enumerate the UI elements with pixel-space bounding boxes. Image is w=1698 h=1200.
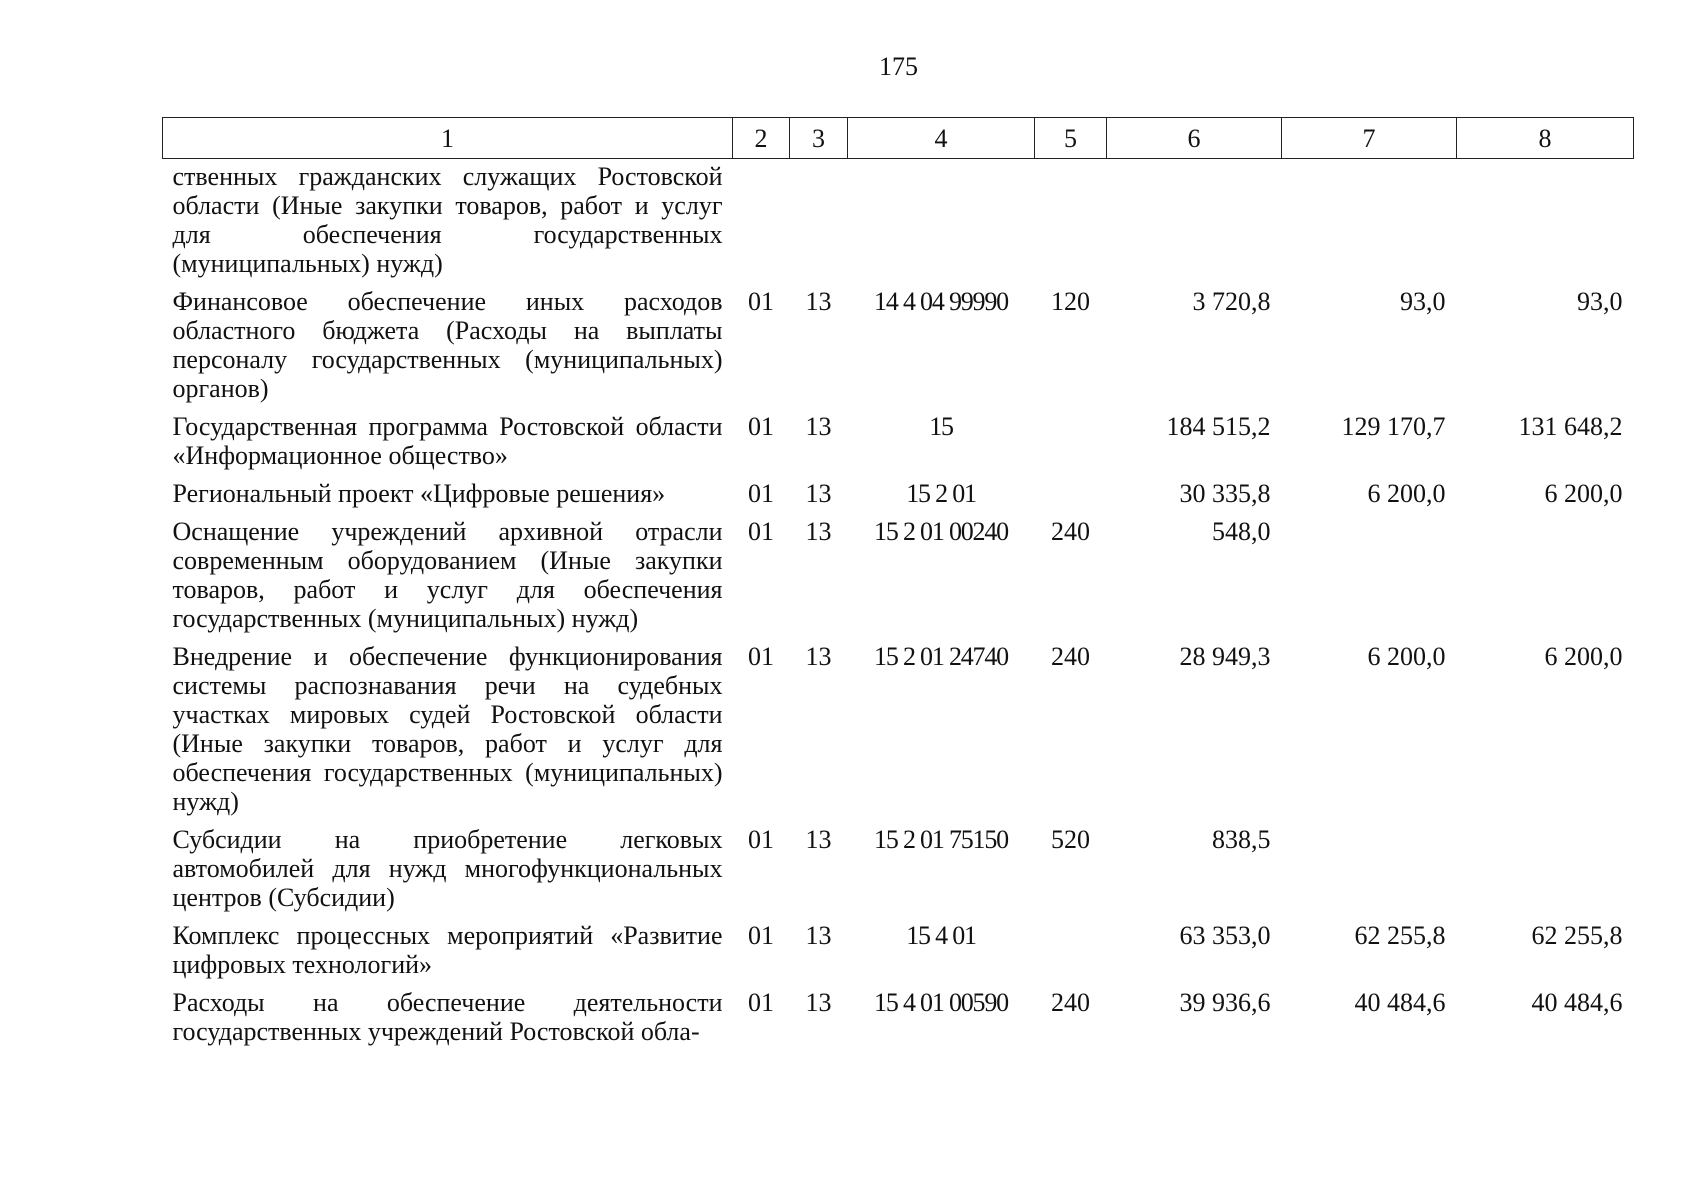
cell-description: Расходы на обеспечение деятельности государственных учреждений Ростовской обла- <box>172 988 723 1046</box>
cell-amount-col7 <box>1282 822 1457 918</box>
cell-amount-col8: 131 648,2 <box>1518 412 1623 441</box>
cell-section: 01 <box>748 287 774 316</box>
cell-target-code: 15 <box>929 412 953 441</box>
cell-amount-col7: 129 170,7 <box>1341 412 1446 441</box>
cell-target-code: 15 2 01 24740 <box>874 642 1008 671</box>
cell-target-code: 15 4 01 00590 <box>874 988 1008 1017</box>
cell-description: Финансовое обеспечение иных расходов областного бюджета (Расходы на выплаты персоналу государственных (муниципальных) органов) <box>172 287 723 403</box>
cell-subsection: 13 <box>805 287 832 316</box>
cell-target-code: 15 4 01 <box>906 921 976 950</box>
cell-description: Государственная программа Ростовской области «Информационное общество» <box>172 412 723 470</box>
cell-subsection: 13 <box>805 412 832 441</box>
cell-expense-type: 520 <box>1051 825 1090 854</box>
cell-section <box>733 159 790 285</box>
column-header-4: 4 <box>848 118 1035 159</box>
cell-expense-type <box>1035 159 1107 285</box>
table-row <box>163 822 1634 918</box>
cell-description: Региональный проект «Цифровые решения» <box>172 479 666 508</box>
table-row <box>163 918 1634 985</box>
cell-amount-col7 <box>1282 159 1457 285</box>
cell-subsection: 13 <box>805 988 832 1017</box>
cell-expense-type <box>1035 476 1107 514</box>
cell-amount-col8: 6 200,0 <box>1544 642 1623 671</box>
table-row <box>163 409 1634 476</box>
cell-subsection: 13 <box>805 921 832 950</box>
cell-target-code: 15 2 01 00240 <box>874 517 1008 546</box>
table-row <box>163 639 1634 822</box>
column-header-8: 8 <box>1457 118 1634 159</box>
cell-amount-col8: 62 255,8 <box>1531 921 1623 950</box>
cell-subsection: 13 <box>805 479 832 508</box>
cell-target-code: 14 4 04 99990 <box>874 287 1008 316</box>
table-header-row <box>163 118 1634 159</box>
column-header-6: 6 <box>1107 118 1282 159</box>
cell-expense-type <box>1035 918 1107 985</box>
cell-expense-type <box>1035 409 1107 476</box>
cell-amount-col6: 548,0 <box>1212 517 1271 546</box>
cell-section: 01 <box>748 988 774 1017</box>
cell-amount-col6: 30 335,8 <box>1179 479 1271 508</box>
cell-amount-col8: 93,0 <box>1577 287 1623 316</box>
budget-table <box>162 117 1634 1052</box>
cell-description: Внедрение и обеспечение функционирования системы распознавания речи на судебных участках мировых судей Ростовской области (Иные закупки товаров, работ и услуг для обеспечения государственных (муниципальных) нужд) <box>172 642 723 816</box>
cell-section: 01 <box>748 825 774 854</box>
cell-amount-col6: 184 515,2 <box>1166 412 1271 441</box>
cell-section: 01 <box>748 479 774 508</box>
table-row <box>163 159 1634 285</box>
column-header-1: 1 <box>163 118 733 159</box>
cell-section: 01 <box>748 921 774 950</box>
cell-subsection: 13 <box>805 642 832 671</box>
column-header-3: 3 <box>790 118 848 159</box>
table-row <box>163 985 1634 1052</box>
cell-subsection: 13 <box>805 517 832 546</box>
cell-subsection <box>790 159 848 285</box>
cell-amount-col7: 6 200,0 <box>1367 642 1446 671</box>
cell-expense-type: 120 <box>1051 287 1090 316</box>
cell-target-code: 15 2 01 <box>906 479 976 508</box>
cell-amount-col7: 6 200,0 <box>1367 479 1446 508</box>
cell-description: Комплекс процессных мероприятий «Развитие цифровых технологий» <box>172 921 723 979</box>
cell-amount-col8: 40 484,6 <box>1531 988 1623 1017</box>
table-row <box>163 476 1634 514</box>
cell-amount-col6: 63 353,0 <box>1179 921 1271 950</box>
cell-amount-col8 <box>1457 514 1634 639</box>
cell-amount-col7: 93,0 <box>1400 287 1446 316</box>
column-header-2: 2 <box>733 118 790 159</box>
cell-amount-col8: 6 200,0 <box>1544 479 1623 508</box>
column-header-7: 7 <box>1282 118 1457 159</box>
cell-amount-col6: 28 949,3 <box>1179 642 1271 671</box>
page-number: 175 <box>879 52 918 81</box>
table-row <box>163 284 1634 409</box>
cell-description: ственных гражданских служащих Ростовской области (Иные закупки товаров, работ и услуг для обеспечения государственных (муниципальных) нужд) <box>172 162 723 278</box>
table-body <box>163 159 1634 1053</box>
column-header-5: 5 <box>1035 118 1107 159</box>
cell-target-code: 15 2 01 75150 <box>874 825 1008 854</box>
cell-target-code <box>848 159 1035 285</box>
cell-subsection: 13 <box>805 825 832 854</box>
cell-amount-col7 <box>1282 514 1457 639</box>
table-row <box>163 514 1634 639</box>
cell-amount-col6 <box>1107 159 1282 285</box>
cell-amount-col8 <box>1457 822 1634 918</box>
cell-amount-col7: 62 255,8 <box>1354 921 1446 950</box>
cell-section: 01 <box>748 642 774 671</box>
cell-amount-col6: 39 936,6 <box>1179 988 1271 1017</box>
cell-section: 01 <box>748 412 774 441</box>
cell-amount-col8 <box>1457 159 1634 285</box>
cell-description: Субсидии на приобретение легковых автомобилей для нужд многофункциональных центров (Субсидии) <box>172 825 723 912</box>
cell-amount-col6: 838,5 <box>1212 825 1271 854</box>
cell-expense-type: 240 <box>1051 642 1090 671</box>
cell-expense-type: 240 <box>1051 988 1090 1017</box>
cell-amount-col6: 3 720,8 <box>1192 287 1271 316</box>
cell-amount-col7: 40 484,6 <box>1354 988 1446 1017</box>
cell-description: Оснащение учреждений архивной отрасли современным оборудованием (Иные закупки товаров, работ и услуг для обеспечения государственных (муниципальных) нужд) <box>172 517 723 633</box>
cell-expense-type: 240 <box>1051 517 1090 546</box>
cell-section: 01 <box>748 517 774 546</box>
